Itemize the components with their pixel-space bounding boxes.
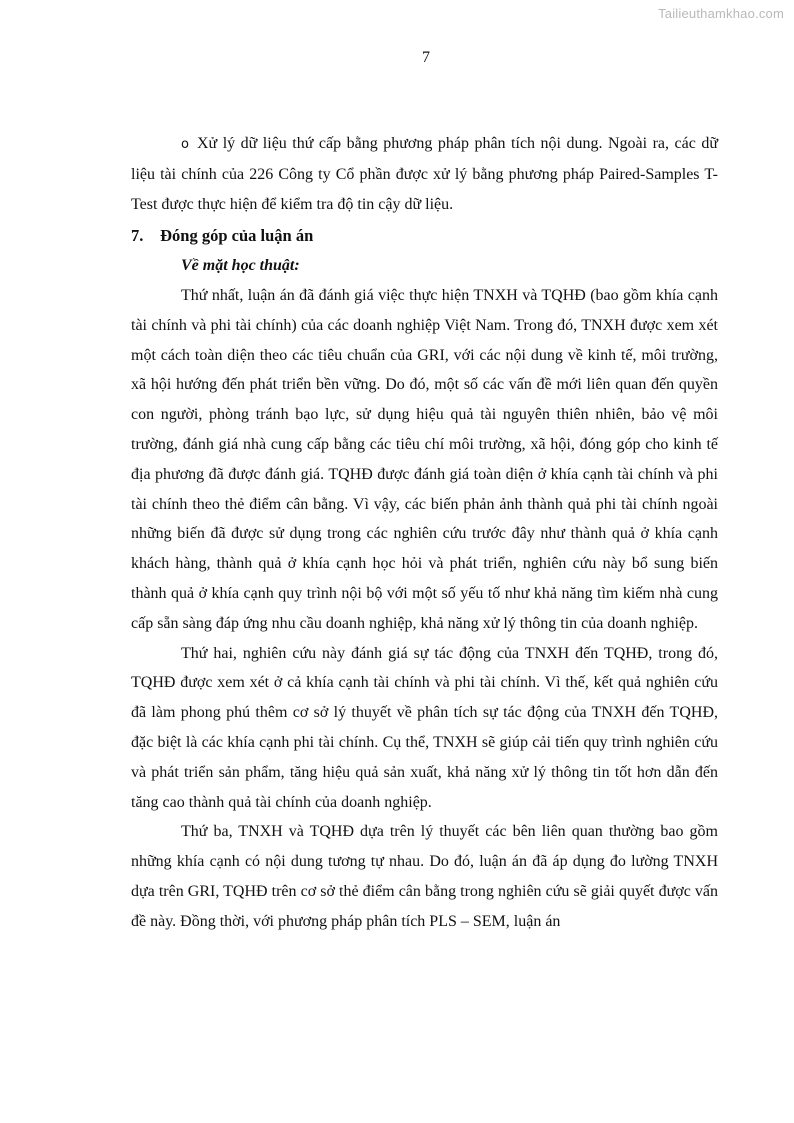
page-number: 7 [422,49,430,66]
paragraph-second: Thứ hai, nghiên cứu này đánh giá sự tác động của TNXH đến TQHĐ, trong đó, TQHĐ được xem xét ở cả khía cạnh tài chính và phi tài chính. Vì thế, kết quả nghiên cứu đã làm phong phú thêm cơ sở lý thuyết về phân tích sự tác động của TNXH đến TQHĐ, đặc biệt là các khía cạnh phi tài chính. Cụ thể, TNXH sẽ giúp cải tiến quy trình nghiên cứu và phát triển sản phẩm, tăng hiệu quả sản xuất, khả năng xử lý thông tin tốt hơn dẫn đến tăng cao thành quả tài chính của doanh nghiệp. [131,644,718,811]
watermark-text: Tailieuthamkhao.com [658,6,784,21]
bullet-text: Xử lý dữ liệu thứ cấp bằng phương pháp phân tích nội dung. Ngoài ra, các dữ liệu tài chính của 226 Công ty Cổ phần được xử lý bằng phương pháp Paired-Samples T-Test được thực hiện để kiểm tra độ tin cậy dữ liệu. [131,135,718,213]
paragraph-first: Thứ nhất, luận án đã đánh giá việc thực hiện TNXH và TQHĐ (bao gồm khía cạnh tài chính và phi tài chính) của các doanh nghiệp Việt Nam. Trong đó, TNXH được xem xét một cách toàn diện theo các tiêu chuẩn của GRI, với các nội dung về kinh tế, môi trường, xã hội hướng đến phát triển bền vững. Do đó, một số các vấn đề mới liên quan đến quyền con người, phòng tránh bạo lực, sử dụng hiệu quả tài nguyên thiên nhiên, bảo vệ môi trường, đánh giá nhà cung cấp bằng các tiêu chí môi trường, xã hội, đóng góp cho kinh tế địa phương đã được đánh giá. TQHĐ được đánh giá toàn diện ở khía cạnh tài chính và phi tài chính theo thẻ điểm cân bằng. Vì vậy, các biến phản ảnh thành quả phi tài chính ngoài những biến đã được sử dụng trong các nghiên cứu trước đây như thành quả ở khía cạnh khách hàng, thành quả ở khía cạnh học hỏi và phát triển, nghiên cứu này bổ sung biến thành quả ở khía cạnh quy trình nội bộ với một số yếu tố như khả năng tìm kiếm nhà cung cấp sẵn sàng đáp ứng nhu cầu doanh nghiệp, khả năng xử lý thông tin của doanh nghiệp. [131,286,718,632]
circle-bullet-icon: o [181,137,189,152]
section-title: Đóng góp của luận án [160,226,314,246]
subheading-academic: Về mặt học thuật: [181,257,300,275]
paragraph-third: Thứ ba, TNXH và TQHĐ dựa trên lý thuyết các bên liên quan thường bao gồm những khía cạnh có nội dung tương tự nhau. Do đó, luận án đã áp dụng đo lường TNXH dựa trên GRI, TQHĐ trên cơ sở thẻ điểm cân bằng trong nghiên cứu sẽ giải quyết được vấn đề này. Đồng thời, với phương pháp phân tích PLS – SEM, luận án [131,823,718,930]
section-number: 7. [131,226,144,246]
document-body [131,129,718,937]
section-heading [131,221,718,251]
bullet-item [131,129,718,219]
